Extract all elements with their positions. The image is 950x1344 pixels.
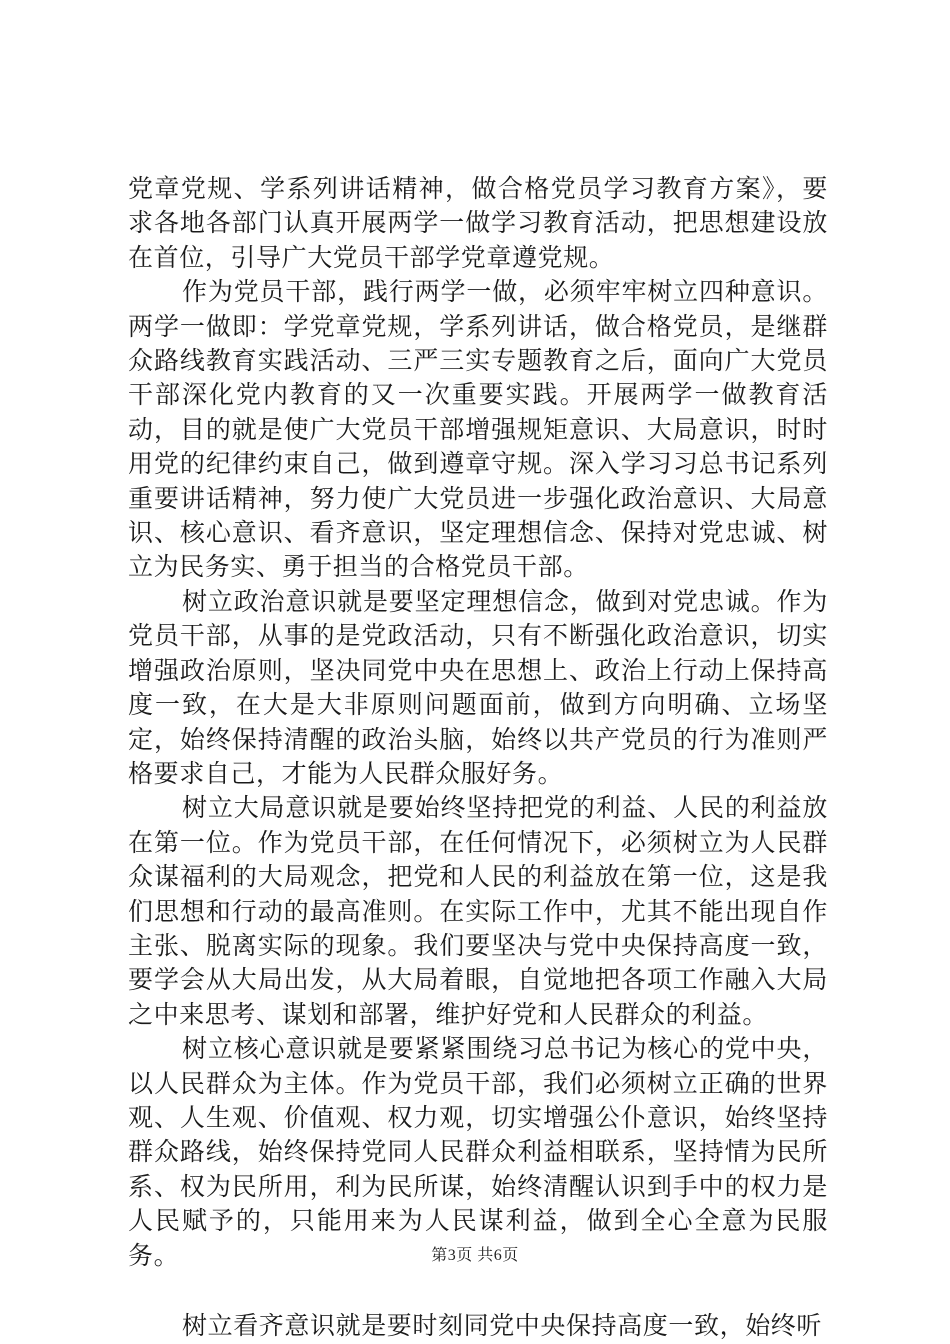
paragraph-political-awareness: 树立政治意识就是要坚定理想信念，做到对党忠诚。作为党员干部，从事的是党政活动，只有不断强化政治意识，切实增强政治原则，坚决同党中央在思想上、政治上行动上保持高度一致，在大是大非原则问题面前，做到方向明确、立场坚定，始终保持清醒的政治头脑，始终以共产党员的行为准则严格要求自己，才能为人民群众服好务。 — [128, 586, 828, 788]
paragraph-core-awareness: 树立核心意识就是要紧紧围绕习总书记为核心的党中央，以人民群众为主体。作为党员干部，我们必须树立正确的世界观、人生观、价值观、权力观，切实增强公仆意识，始终坚持群众路线，始终保持党同人民群众利益相联系，坚持情为民所系、权为民所用，利为民所谋，始终清醒认识到手中的权力是人民赋予的，只能用来为人民谋利益，做到全心全意为民服务。 — [128, 1034, 828, 1270]
paragraph-four-awareness: 作为党员干部，践行两学一做，必须牢牢树立四种意识。两学一做即：学党章党规，学系列讲话，做合格党员，是继群众路线教育实践活动、三严三实专题教育之后，面向广大党员干部深化党内教育的又一次重要实践。开展两学一做教育活动，目的就是使广大党员干部增强规矩意识、大局意识，时时用党的纪律约束自己，做到遵章守规。深入学习习总书记系列重要讲话精神，努力使广大党员进一步强化政治意识、大局意识、核心意识、看齐意识，坚定理想信念、保持对党忠诚、树立为民务实、勇于担当的合格党员干部。 — [128, 277, 828, 582]
paragraph-alignment-awareness: 树立看齐意识就是要时刻同党中央保持高度一致，始终听 — [182, 1311, 823, 1340]
paragraph-overall-awareness: 树立大局意识就是要始终坚持把党的利益、人民的利益放在第一位。作为党员干部，在任何情况下，必须树立为人民群众谋福利的大局观念，把党和人民的利益放在第一位，这是我们思想和行动的最高准则。在实际工作中，尤其不能出现自作主张、脱离实际的现象。我们要坚决与党中央保持高度一致，要学会从大局出发，从大局着眼，自觉地把各项工作融入大局之中来思考、谋划和部署，维护好党和人民群众的利益。 — [128, 793, 828, 1029]
document-body — [128, 172, 828, 1343]
page-footer: 第3页 共6页 — [431, 1247, 519, 1264]
paragraph-continuation: 党章党规、学系列讲话精神，做合格党员学习教育方案》，要求各地各部门认真开展两学一做学习教育活动，把思想建设放在首位，引导广大党员干部学党章遵党规。 — [128, 174, 828, 272]
